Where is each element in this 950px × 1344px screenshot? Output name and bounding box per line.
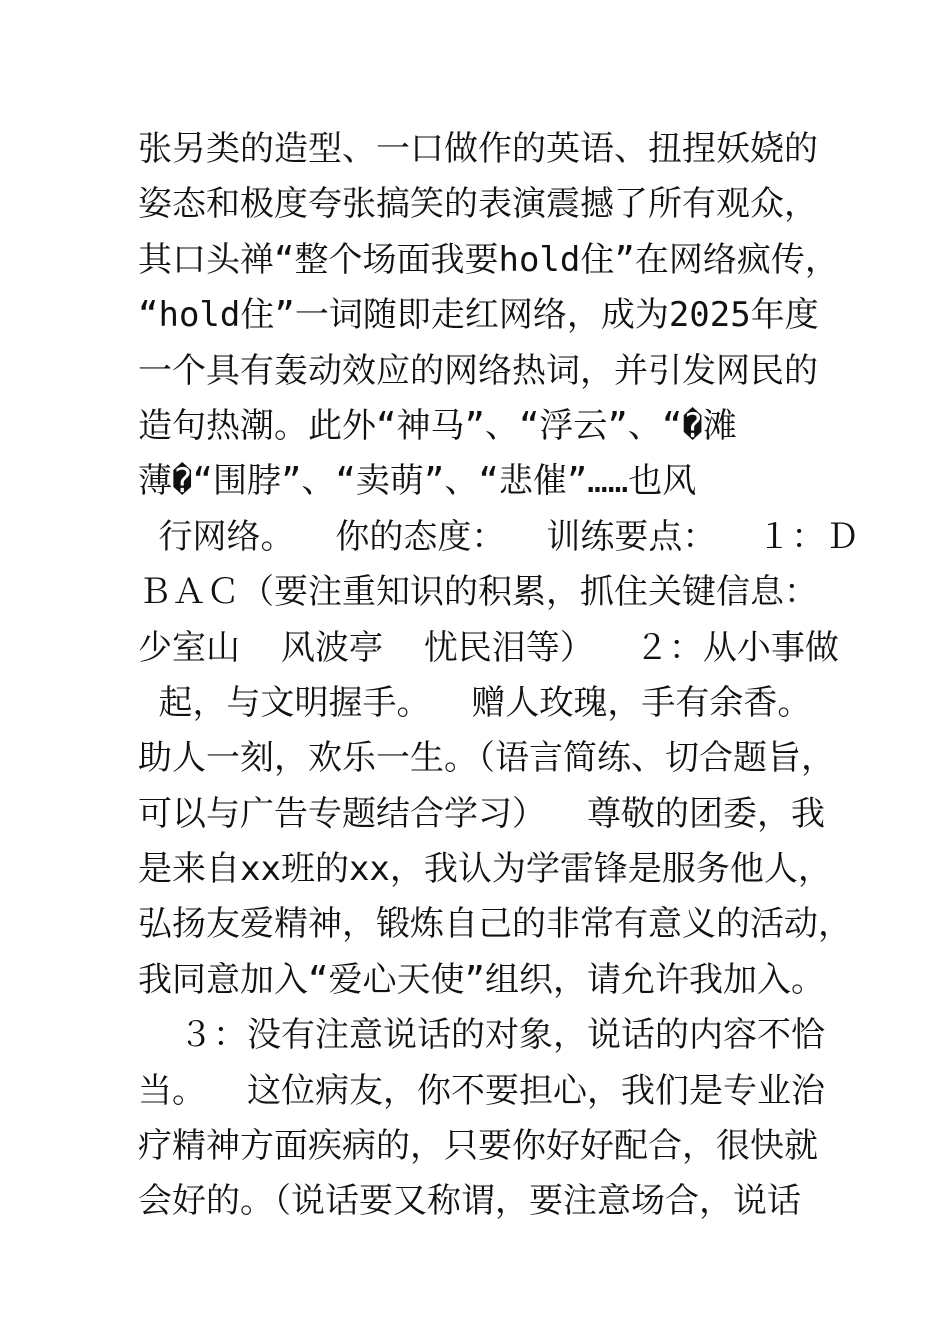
text-line: 行网络。 你的态度： 训练要点： １：Ｄ [138, 516, 860, 557]
text-line: 可以与广告专题结合学习） 尊敬的团委，我 [138, 793, 825, 834]
text-line: “hold住”一词随即走红网络，成为2025年度 [138, 295, 819, 336]
text-line: 其口头禅“整个场面我要hold住”在网络疯传， [138, 239, 839, 280]
body-text [138, 122, 858, 1230]
text-line: 一个具有轰动效应的网络热词，并引发网民的 [138, 350, 818, 391]
text-line: 当。 这位病友，你不要担心，我们是专业治 [138, 1070, 825, 1111]
text-line: 造句热潮。此外“神马”、“浮云”、“�滩 [138, 405, 737, 446]
text-line: 会好的。（说话要又称谓，要注意场合，说话 [138, 1181, 801, 1222]
text-line: 薄�“围脖”、“卖萌”、“悲催”……也风 [138, 461, 697, 502]
text-line: 疗精神方面疾病的，只要你好好配合，很快就 [138, 1126, 818, 1167]
text-line: ＢＡＣ（要注重知识的积累，抓住关键信息： [138, 572, 818, 613]
text-line: 姿态和极度夸张搞笑的表演震撼了所有观众， [138, 184, 818, 225]
text-line: 是来自xx班的xx，我认为学雷锋是服务他人， [138, 849, 832, 890]
text-line: 我同意加入“爱心天使”组织，请允许我加入。 [138, 959, 825, 1000]
text-line: 起，与文明握手。 赠人玫瑰，手有余香。 [138, 682, 812, 723]
text-line: 少室山 风波亭 忧民泪等） ２：从小事做 [138, 627, 839, 668]
text-line: 弘扬友爱精神，锻炼自己的非常有意义的活动， [138, 904, 852, 945]
text-line: ３：没有注意说话的对象，说话的内容不恰 [138, 1015, 825, 1056]
text-line: 张另类的造型、一口做作的英语、扭捏妖娆的 [138, 129, 818, 169]
text-line: 助人一刻，欢乐一生。（语言简练、切合题旨， [138, 738, 835, 779]
